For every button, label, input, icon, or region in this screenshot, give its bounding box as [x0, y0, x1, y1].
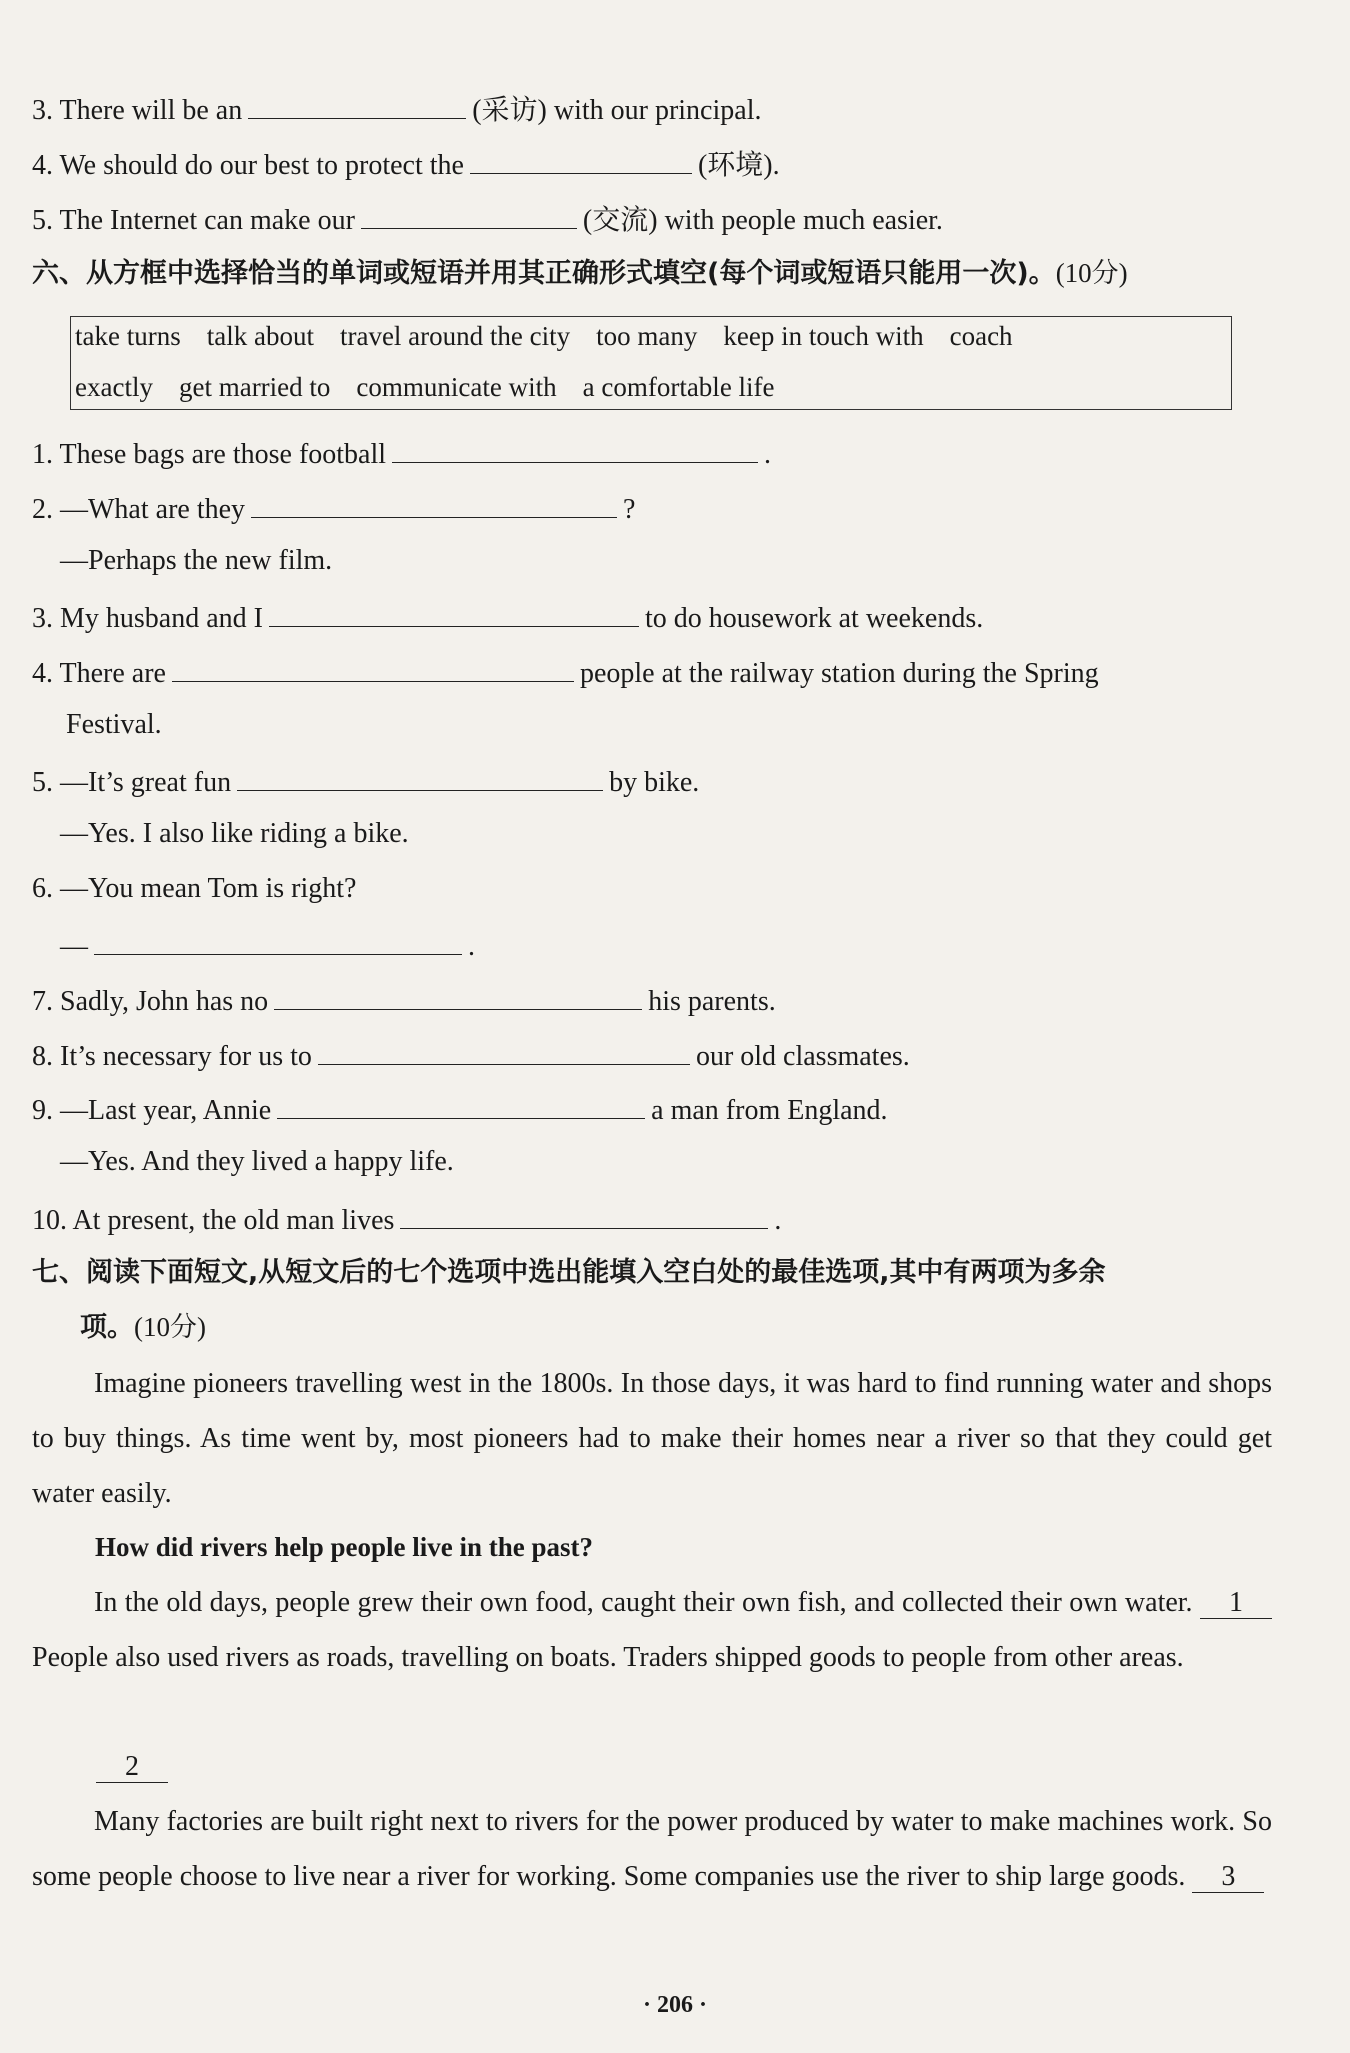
- s6-question-10: 10. At present, the old man lives .: [32, 1200, 781, 1238]
- answer-blank[interactable]: [361, 200, 577, 229]
- answer-blank[interactable]: [318, 1036, 690, 1065]
- answer-blank[interactable]: [392, 434, 758, 463]
- answer-blank[interactable]: [172, 653, 574, 682]
- answer-blank[interactable]: [248, 90, 466, 119]
- s6-question-5-reply: —Yes. I also like riding a bike.: [60, 818, 409, 849]
- s6-question-6: 6. —You mean Tom is right?: [32, 873, 357, 904]
- section-6-heading: 六、从方框中选择恰当的单词或短语并用其正确形式填空(每个词或短语只能用一次)。(10分): [32, 258, 1128, 289]
- passage-paragraph-3: Many factories are built right next to rivers for the power produced by water to make machines work. So some people choose to live near a river for working. Some companies use the river to ship large goods. 3: [32, 1806, 1272, 1892]
- answer-blank[interactable]: [251, 489, 617, 518]
- answer-blank[interactable]: [277, 1090, 645, 1119]
- answer-blank[interactable]: [400, 1200, 768, 1229]
- s6-question-9-reply: —Yes. And they lived a happy life.: [60, 1146, 454, 1177]
- part5-item-4: 4. We should do our best to protect the (环境).: [32, 145, 780, 183]
- s6-question-3: 3. My husband and I to do housework at weekends.: [32, 598, 983, 636]
- passage-blank-2[interactable]: 2: [96, 1752, 168, 1783]
- answer-blank[interactable]: [269, 598, 639, 627]
- s6-question-4-cont: Festival.: [66, 709, 162, 740]
- s6-question-9: 9. —Last year, Annie a man from England.: [32, 1090, 888, 1128]
- word-box-row-2: exactly get married to communicate with a comfortable life: [75, 372, 775, 402]
- passage-blank-3[interactable]: 3: [1192, 1862, 1264, 1893]
- s6-question-2-reply: —Perhaps the new film.: [60, 545, 333, 576]
- page-number: · 206 ·: [642, 1992, 707, 2018]
- passage-blank-2-line: [96, 1750, 168, 1784]
- answer-blank[interactable]: [470, 145, 692, 174]
- s6-question-6-reply: — .: [60, 926, 475, 964]
- s6-question-2: 2. —What are they ?: [32, 489, 635, 527]
- part5-item-5: 5. The Internet can make our (交流) with people much easier.: [32, 200, 943, 238]
- s6-question-5: 5. —It’s great fun by bike.: [32, 762, 699, 800]
- answer-blank[interactable]: [274, 981, 642, 1010]
- answer-blank[interactable]: [237, 762, 603, 791]
- section-7-heading-cont: 项。(10分): [80, 1312, 206, 1343]
- s6-question-1: 1. These bags are those football .: [32, 434, 771, 472]
- passage-blank-1[interactable]: 1: [1200, 1588, 1272, 1619]
- part5-item-3: 3. There will be an (采访) with our principal.: [32, 90, 761, 128]
- s6-question-7: 7. Sadly, John has no his parents.: [32, 981, 776, 1019]
- s6-question-4: 4. There are people at the railway station during the Spring: [32, 653, 1099, 691]
- answer-blank[interactable]: [94, 926, 462, 955]
- section-7-heading: 七、阅读下面短文,从短文后的七个选项中选出能填入空白处的最佳选项,其中有两项为多余: [32, 1257, 1106, 1288]
- passage-paragraph-1: Imagine pioneers travelling west in the 1800s. In those days, it was hard to find running water and shops to buy things. As time went by, most pioneers had to make their homes near a river so that they could get water easily.: [32, 1368, 1272, 1509]
- s6-question-8: 8. It’s necessary for us to our old classmates.: [32, 1036, 910, 1074]
- passage-paragraph-2: In the old days, people grew their own food, caught their own fish, and collected their own water. 1 People also used rivers as roads, travelling on boats. Traders shipped goods to people from other areas.: [32, 1575, 1272, 1685]
- word-box-row-1: take turns talk about travel around the city too many keep in touch with coach: [75, 321, 1013, 351]
- word-box: [70, 316, 1232, 410]
- passage-subheading: How did rivers help people live in the past?: [95, 1532, 594, 1562]
